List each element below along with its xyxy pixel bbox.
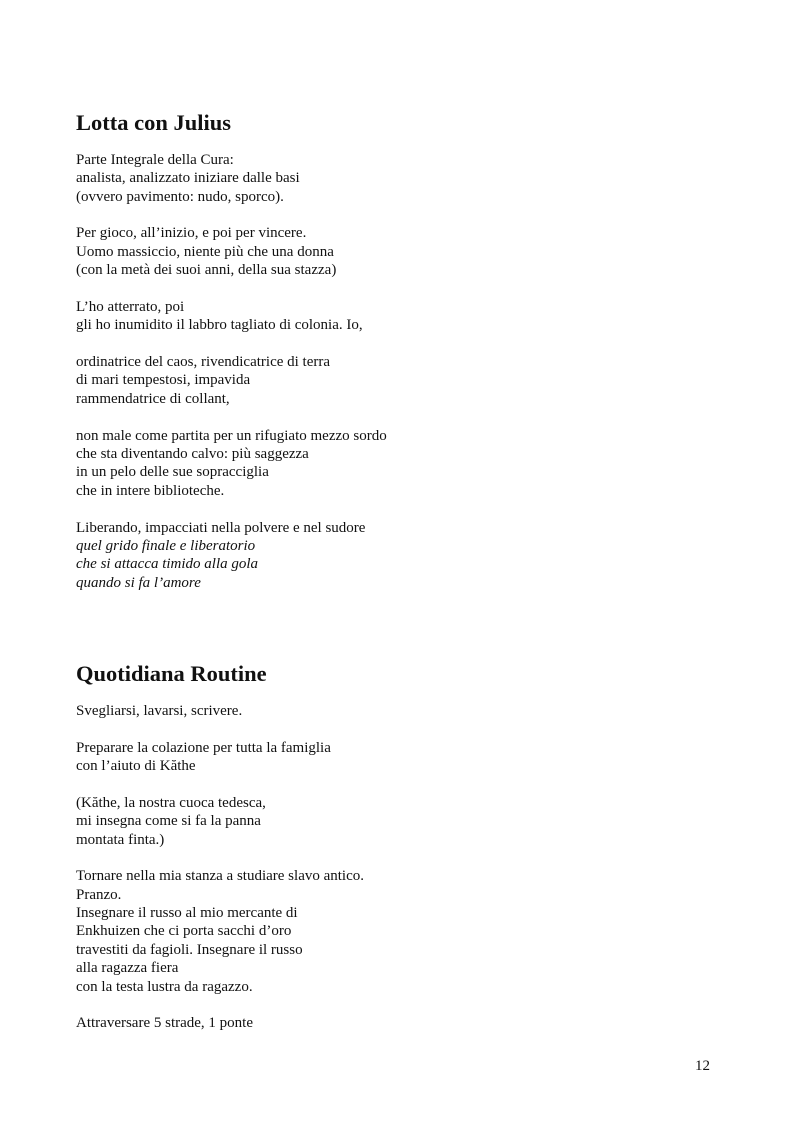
- verse-line: Tornare nella mia stanza a studiare slavo antico.: [76, 868, 364, 885]
- verse-line: con l’aiuto di Kăthe: [76, 757, 196, 774]
- verse-line: mi insegna come si fa la panna: [76, 813, 261, 830]
- verse-line: con la testa lustra da ragazzo.: [76, 978, 253, 995]
- stanza: [76, 739, 716, 776]
- stanza: [76, 353, 716, 408]
- verse-line: ordinatrice del caos, rivendicatrice di terra: [76, 354, 331, 371]
- verse-line: gli ho inumidito il labbro tagliato di colonia. Io,: [76, 317, 363, 334]
- verse-line: travestiti da fagioli. Insegnare il russo: [76, 941, 303, 958]
- page-number: 12: [695, 1058, 710, 1074]
- verse-line: Enkhuizen che ci porta sacchi d’oro: [76, 923, 292, 940]
- verse-line: non male come partita per un rifugiato mezzo sordo: [76, 427, 387, 444]
- verse-line: Attraversare 5 strade, 1 ponte: [76, 1015, 254, 1032]
- stanza: [76, 794, 716, 849]
- verse-line: che sta diventando calvo: più saggezza: [76, 446, 309, 463]
- verse-line: (Kăthe, la nostra cuoca tedesca,: [76, 794, 266, 811]
- verse-line: di mari tempestosi, impavida: [76, 372, 251, 389]
- verse-line: Pranzo.: [76, 886, 122, 903]
- verse-line-italic: quel grido finale e liberatorio: [76, 537, 256, 554]
- poem-title: Quotidiana Routine: [76, 661, 267, 686]
- stanza: [76, 151, 716, 206]
- stanza: [76, 224, 716, 279]
- poem-quotidiana-routine: [76, 661, 716, 1051]
- verse-line: alla ragazza fiera: [76, 960, 179, 977]
- verse-line: che in intere biblioteche.: [76, 482, 225, 499]
- stanza: [76, 298, 716, 335]
- verse-line: Svegliarsi, lavarsi, scrivere.: [76, 702, 243, 719]
- verse-line: Uomo massiccio, niente più che una donna: [76, 243, 334, 260]
- verse-line-italic: che si attacca timido alla gola: [76, 556, 259, 573]
- poem-lotta-con-julius: [76, 110, 716, 611]
- stanza: [76, 427, 716, 501]
- verse-line: (ovvero pavimento: nudo, sporco).: [76, 188, 284, 205]
- verse-line: L’ho atterrato, poi: [76, 298, 185, 315]
- verse-line: montata finta.): [76, 831, 165, 848]
- stanza: [76, 1014, 716, 1032]
- stanza: [76, 702, 716, 720]
- stanza: [76, 867, 716, 996]
- verse-line: Per gioco, all’inizio, e poi per vincere.: [76, 225, 307, 242]
- verse-line: in un pelo delle sue sopracciglia: [76, 464, 269, 481]
- verse-line: rammendatrice di collant,: [76, 390, 230, 407]
- verse-line-italic: quando si fa l’amore: [76, 574, 201, 591]
- verse-line: Liberando, impacciati nella polvere e nel sudore: [76, 519, 366, 536]
- stanza: [76, 519, 716, 593]
- verse-line: analista, analizzato iniziare dalle basi: [76, 170, 300, 187]
- poem-title: Lotta con Julius: [76, 110, 232, 135]
- verse-line: Insegnare il russo al mio mercante di: [76, 905, 298, 922]
- verse-line: Parte Integrale della Cura:: [76, 151, 234, 168]
- verse-line: (con la metà dei suoi anni, della sua stazza): [76, 262, 337, 279]
- verse-line: Preparare la colazione per tutta la famiglia: [76, 739, 331, 756]
